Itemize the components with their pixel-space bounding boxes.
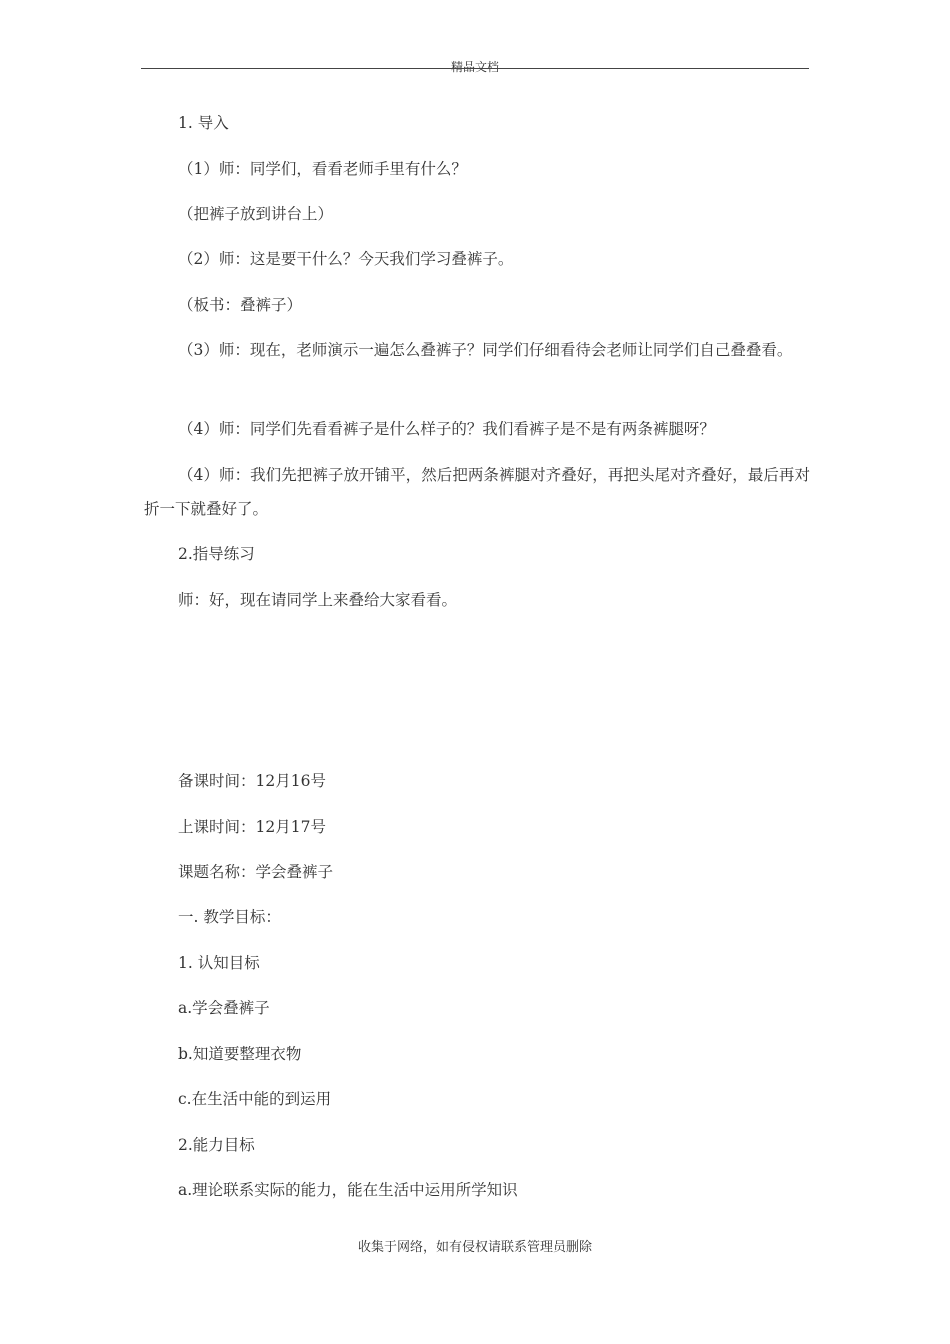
paragraph: （3）师：现在，老师演示一遍怎么叠裤子？同学们仔细看待会老师让同学们自己叠叠看。	[178, 341, 793, 359]
section-heading-intro: 1. 导入	[178, 114, 229, 132]
cognitive-heading: 1. 认知目标	[178, 954, 260, 972]
paragraph: （1）师：同学们，看看老师手里有什么？	[178, 160, 467, 178]
section-heading-practice: 2.指导练习	[178, 545, 255, 563]
paragraph: （把裤子放到讲台上）	[178, 205, 334, 223]
paragraph: 师：好，现在请同学上来叠给大家看看。	[178, 591, 458, 609]
lesson-topic: 课题名称：学会叠裤子	[178, 863, 334, 881]
class-time: 上课时间：12月17号	[178, 818, 326, 836]
paragraph: （2）师：这是要干什么？今天我们学习叠裤子。	[178, 250, 514, 268]
list-item: b.知道要整理衣物	[178, 1045, 302, 1063]
header-title: 精品文档	[450, 60, 499, 74]
objectives-heading: 一. 教学目标：	[178, 908, 281, 926]
paragraph: （4）师：我们先把裤子放开铺平，然后把两条裤腿对齐叠好，再把头尾对齐叠好，最后再对折一下就叠好了。	[144, 466, 810, 518]
list-item: a.理论联系实际的能力，能在生活中运用所学知识	[178, 1181, 518, 1199]
page-footer: 收集于网络，如有侵权请联系管理员删除	[357, 1240, 592, 1255]
paragraph: （板书：叠裤子）	[178, 296, 303, 314]
list-item: a.学会叠裤子	[178, 999, 270, 1017]
header-divider	[141, 68, 809, 69]
ability-heading: 2.能力目标	[178, 1136, 255, 1154]
list-item: c.在生活中能的到运用	[178, 1090, 332, 1108]
prep-time: 备课时间：12月16号	[178, 772, 326, 790]
paragraph: （4）师：同学们先看看裤子是什么样子的？我们看裤子是不是有两条裤腿呀？	[178, 420, 715, 438]
